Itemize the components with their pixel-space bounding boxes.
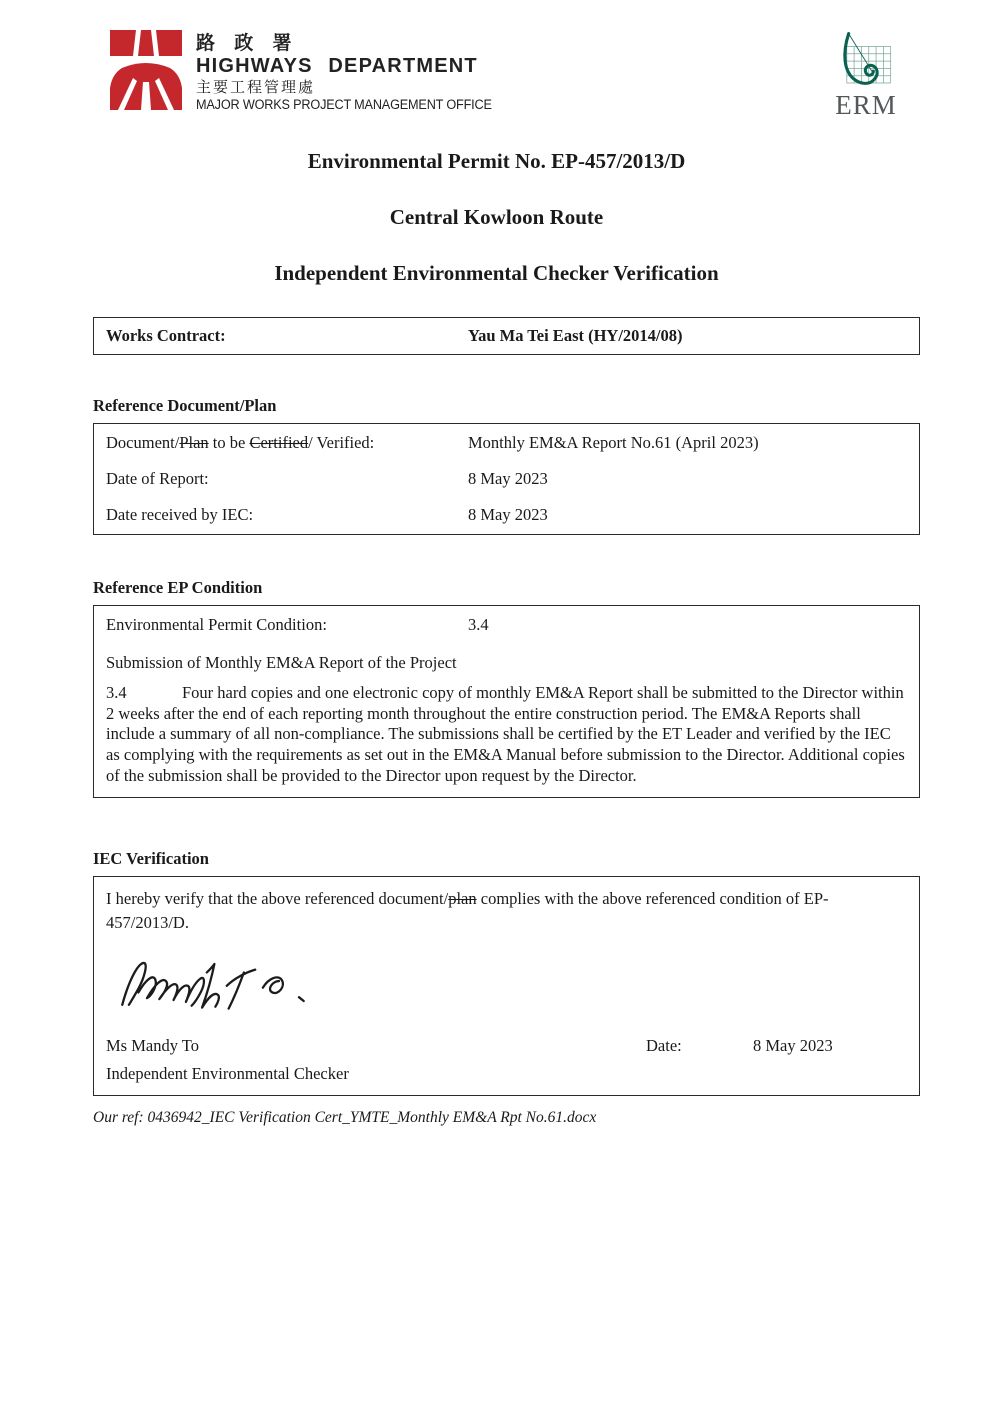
signatory-title: Independent Environmental Checker <box>106 1063 349 1083</box>
document-content <box>93 317 920 1128</box>
signatory-row <box>106 1035 907 1057</box>
iec-verification-heading: IEC Verification <box>93 848 209 868</box>
signatory-name: Ms Mandy To <box>106 1035 199 1055</box>
date-received-value: 8 May 2023 <box>468 505 548 524</box>
permit-number-title: Environmental Permit No. EP-457/2013/D <box>307 149 686 173</box>
hyd-office-english: MAJOR WORKS PROJECT MANAGEMENT OFFICE <box>196 97 492 112</box>
ep-condition-row <box>106 614 907 636</box>
erm-block <box>827 30 905 119</box>
highways-department-logo-icon <box>110 30 182 110</box>
works-contract-value: Yau Ma Tei East (HY/2014/08) <box>468 326 683 345</box>
project-title: Central Kowloon Route <box>389 205 604 229</box>
document-verified-value: Monthly EM&A Report No.61 (April 2023) <box>468 433 759 452</box>
works-contract-row <box>106 325 907 347</box>
signature-handwriting <box>106 944 376 1020</box>
statement-struck-plan: plan <box>448 888 477 908</box>
date-of-report-row <box>106 468 907 490</box>
reference-document-box <box>93 423 920 535</box>
our-ref-line: Our ref: 0436942_IEC Verification Cert_YMTE_Monthly EM&A Rpt No.61.docx <box>93 1108 597 1126</box>
hyd-name-chinese: 路 政 署 <box>196 33 299 54</box>
ep-condition-label: Environmental Permit Condition: <box>106 615 327 634</box>
label-struck-certified: Certified <box>249 433 309 452</box>
iec-verification-box <box>93 876 920 1096</box>
statement-prefix: I hereby verify that the above referenced document/ <box>106 888 449 908</box>
iec-verification-statement <box>106 887 906 935</box>
document-verified-label <box>106 432 468 454</box>
statement-suffix: complies with the above referenced condition of EP-457/2013/D. <box>106 888 829 932</box>
signature-area <box>106 944 907 1022</box>
ep-condition-box <box>93 605 920 798</box>
date-label: Date: <box>646 1035 682 1055</box>
date-value: 8 May 2023 <box>753 1035 833 1055</box>
ep-condition-heading: Reference EP Condition <box>93 578 263 597</box>
hyd-name-english: HIGHWAYS DEPARTMENT <box>196 55 478 77</box>
erm-fern-logo-icon <box>834 30 898 94</box>
date-received-label: Date received by IEC: <box>106 505 254 524</box>
label-mid: to be <box>208 433 250 452</box>
ep-condition-clause <box>106 683 907 787</box>
date-of-report-value: 8 May 2023 <box>468 469 548 488</box>
header <box>0 0 993 120</box>
clause-number: 3.4 <box>106 683 127 702</box>
highways-department-block <box>110 30 511 113</box>
hyd-office-chinese: 主要工程管理處 <box>196 79 316 96</box>
label-suffix: / Verified: <box>308 433 375 452</box>
highways-department-text <box>196 30 511 113</box>
date-received-row <box>106 504 907 526</box>
reference-document-heading: Reference Document/Plan <box>93 396 277 415</box>
works-contract-label: Works Contract: <box>106 326 226 345</box>
document-verified-row <box>106 432 907 454</box>
clause-text: Four hard copies and one electronic copy of monthly EM&A Report shall be submitted to the Director within 2 weeks after the end of each reporting month throughout the entire construction period. The EM&A Reports shall include a summary of all non-compliance. The submissions shall be certified by the ET Leader and verified by the IEC as complying with the requirements as set out in the EM&A Manual before submission to the Director. Additional copies of the submission shall be provided to the Director upon request by the Director. <box>106 683 905 785</box>
document-type-title: Independent Environmental Checker Verification <box>274 261 719 285</box>
label-struck-plan: Plan <box>179 433 209 452</box>
works-contract-box <box>93 317 920 355</box>
label-prefix: Document/ <box>106 433 180 452</box>
ep-condition-subject: Submission of Monthly EM&A Report of the Project <box>106 653 457 672</box>
erm-wordmark: ERM <box>835 90 897 120</box>
date-of-report-label: Date of Report: <box>106 469 209 488</box>
ep-condition-value: 3.4 <box>468 615 489 634</box>
